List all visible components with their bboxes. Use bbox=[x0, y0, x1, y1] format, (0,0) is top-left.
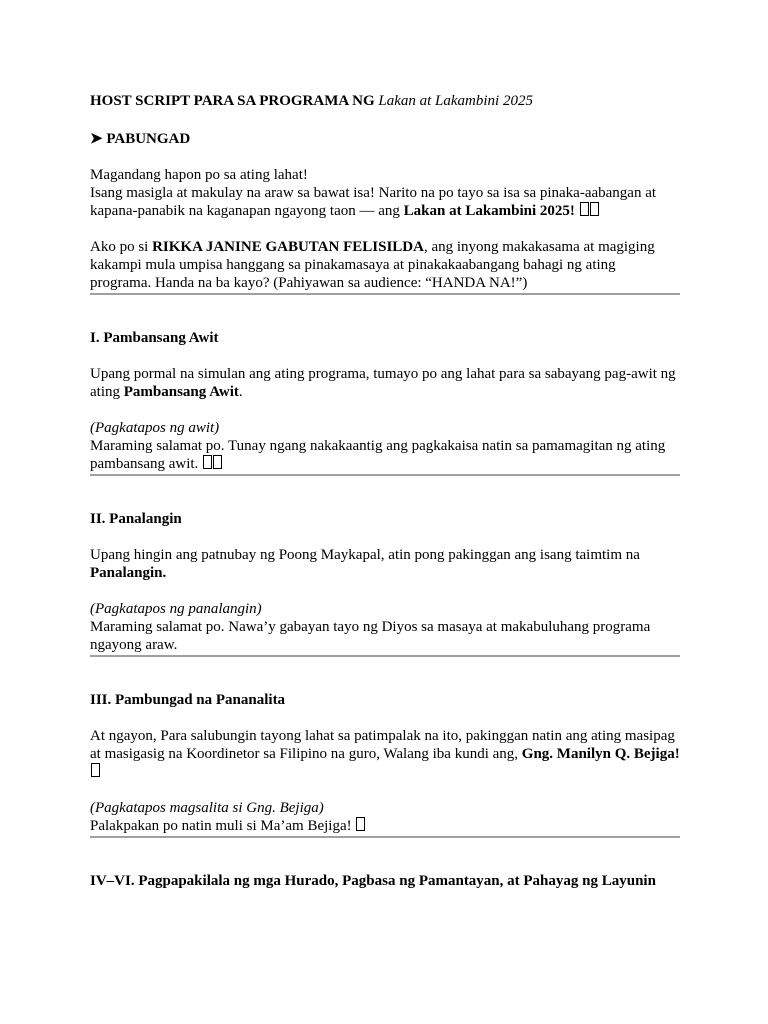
host-name: RIKKA JANINE GABUTAN FELISILDA bbox=[152, 239, 424, 255]
anthem-thanks-paragraph: Maraming salamat po. Tunay ngang nakakaantig ang pagkakaisa natin sa pamamagitan ng ating pambansang awit. bbox=[90, 438, 666, 472]
stage-note: (Pagkatapos ng awit) bbox=[90, 420, 220, 436]
missing-glyph-icon bbox=[203, 455, 212, 469]
prayer-thanks-paragraph: Maraming salamat po. Nawa’y gabayan tayo ng Diyos sa masaya at makabuluhang programa ngayong araw. bbox=[90, 619, 651, 653]
missing-glyph-icon bbox=[213, 455, 222, 469]
document-page bbox=[90, 92, 680, 908]
event-name: Lakan at Lakambini 2025 bbox=[378, 93, 533, 109]
section-heading-prayer: II. Panalangin bbox=[90, 511, 182, 527]
host-intro-paragraph: Ako po si RIKKA JANINE GABUTAN FELISILDA, ang inyong makakasama at magiging kakampi mula umpisa hanggang sa pinakamasaya at pinakakaabangang bahagi ng ating programa. Handa na ba kayo? (Pahiyawan sa audience: “HANDA NA!”) bbox=[90, 239, 655, 291]
section-divider bbox=[90, 836, 680, 838]
section-heading-judges: IV–VI. Pagpapakilala ng mga Hurado, Pagbasa ng Pamantayan, at Pahayag ng Layunin bbox=[90, 873, 656, 889]
anthem-paragraph: Upang pormal na simulan ang ating programa, tumayo po ang lahat para sa sabayang pag-awit ng ating Pambansang Awit. bbox=[90, 366, 676, 400]
document-title: HOST SCRIPT PARA SA PROGRAMA NG Lakan at Lakambini 2025 bbox=[90, 93, 533, 109]
opening-paragraph: Isang masigla at makulay na araw sa bawat isa! Narito na po tayo sa isa sa pinaka-aabangan at kapana-panabik na kaganapan ngayong taon — ang Lakan at Lakambini 2025! bbox=[90, 185, 657, 219]
section-heading-anthem: I. Pambansang Awit bbox=[90, 330, 219, 346]
section-divider bbox=[90, 655, 680, 657]
stage-note: (Pagkatapos magsalita si Gng. Bejiga) bbox=[90, 800, 324, 816]
stage-note: (Pagkatapos ng panalangin) bbox=[90, 601, 262, 617]
section-heading-remarks: III. Pambungad na Pananalita bbox=[90, 692, 286, 708]
missing-glyph-icon bbox=[580, 202, 589, 216]
prayer-paragraph: Upang hingin ang patnubay ng Poong Maykapal, atin pong pakinggan ang isang taimtim na Panalangin. bbox=[90, 547, 640, 581]
section-divider bbox=[90, 293, 680, 295]
remarks-thanks-paragraph: Palakpakan po natin muli si Ma’am Bejiga! bbox=[90, 817, 680, 835]
remarks-paragraph: At ngayon, Para salubungin tayong lahat sa patimpalak na ito, pakinggan natin ang ating masipag at masigasig na Koordinetor sa Filipino na guro, Walang iba kundi ang, Gng. Manilyn Q. Bejiga! bbox=[90, 727, 680, 781]
missing-glyph-icon bbox=[91, 763, 100, 777]
greeting-line: Magandang hapon po sa ating lahat! bbox=[90, 167, 308, 183]
section-divider bbox=[90, 474, 680, 476]
missing-glyph-icon bbox=[590, 202, 599, 216]
missing-glyph-icon bbox=[356, 817, 365, 831]
section-heading-pabungad: ➤ PABUNGAD bbox=[90, 131, 191, 147]
